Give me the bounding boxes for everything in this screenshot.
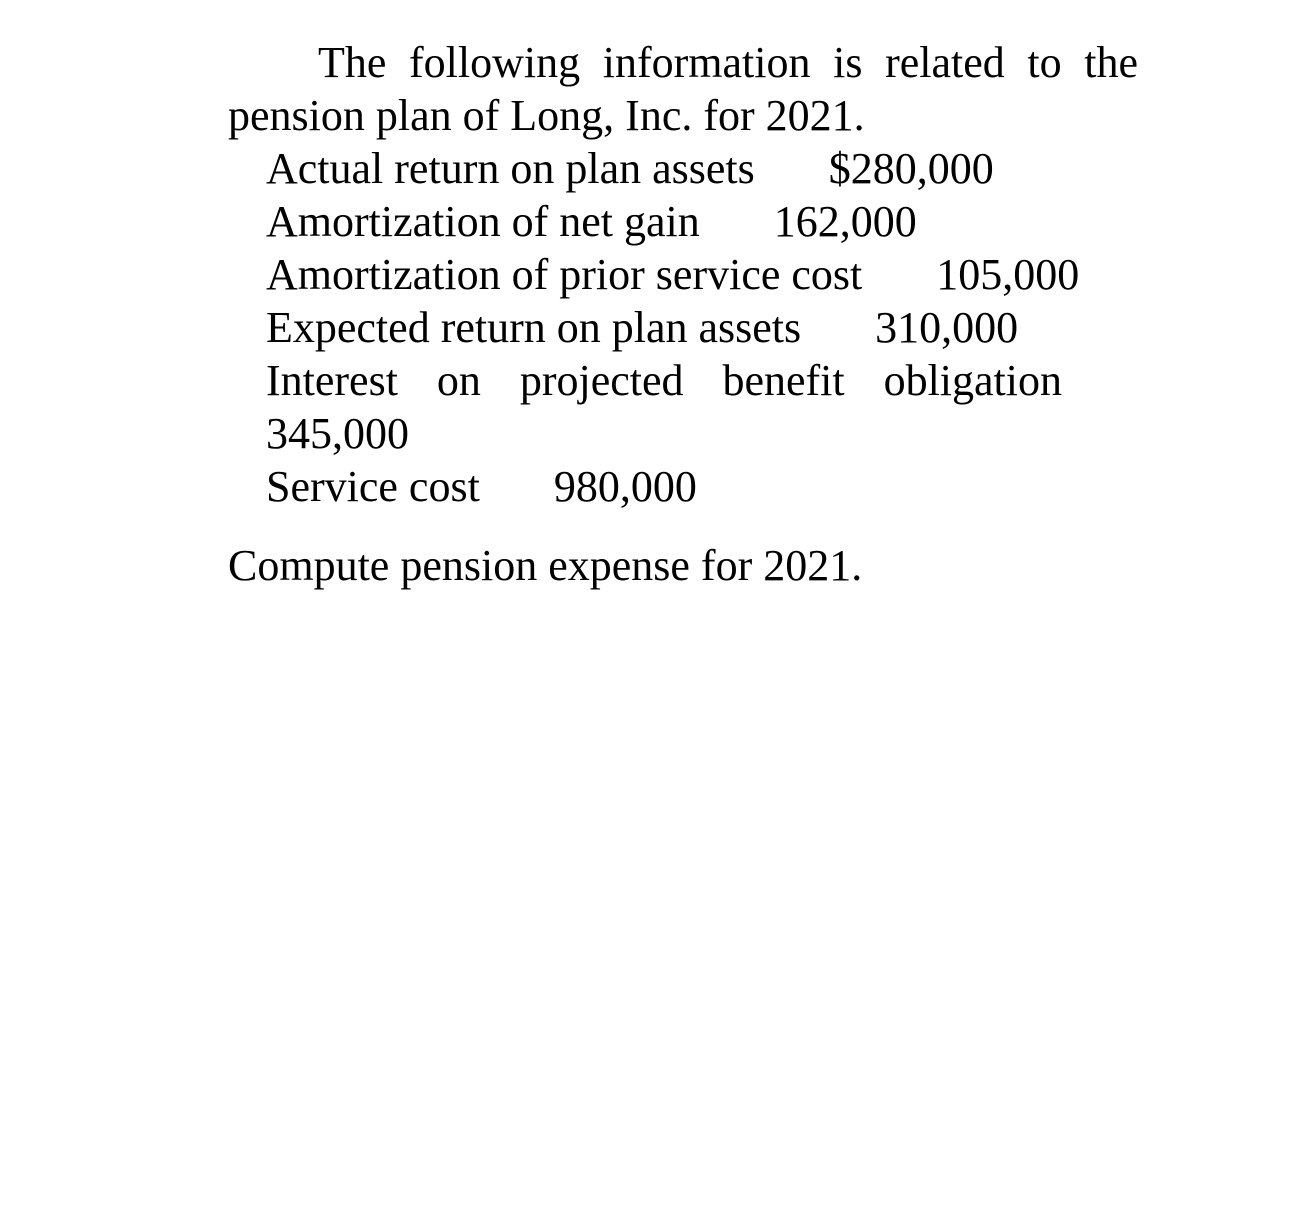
- list-item-interest-pbo-value-line: [266, 407, 1138, 460]
- list-item-expected-return: [266, 301, 1138, 354]
- pension-items-list: [228, 142, 1138, 513]
- item-value: 162,000: [773, 197, 917, 246]
- intro-paragraph: The following information is related to the pension plan of Long, Inc. for 2021.: [228, 38, 1138, 140]
- item-label: Interest on projected benefit obligation: [266, 356, 1062, 405]
- item-label: Actual return on plan assets: [266, 144, 755, 193]
- item-value: 310,000: [875, 303, 1019, 352]
- problem-document: [228, 36, 1138, 592]
- item-value: 345,000: [266, 409, 409, 458]
- item-value: 105,000: [936, 250, 1080, 299]
- list-item-amortization-prior-service-cost: [266, 248, 1138, 301]
- item-label: Amortization of prior service cost: [266, 250, 863, 299]
- item-label: Amortization of net gain: [266, 197, 700, 246]
- list-item-actual-return: [266, 142, 1138, 195]
- item-value: $280,000: [828, 144, 994, 193]
- item-value: 980,000: [553, 462, 697, 511]
- list-item-amortization-net-gain: [266, 195, 1138, 248]
- item-label: Expected return on plan assets: [266, 303, 802, 352]
- item-label: Service cost: [266, 462, 480, 511]
- question-text: Compute pension expense for 2021.: [228, 541, 863, 590]
- list-item-service-cost: [266, 460, 1138, 513]
- list-item-interest-pbo: [266, 354, 1062, 407]
